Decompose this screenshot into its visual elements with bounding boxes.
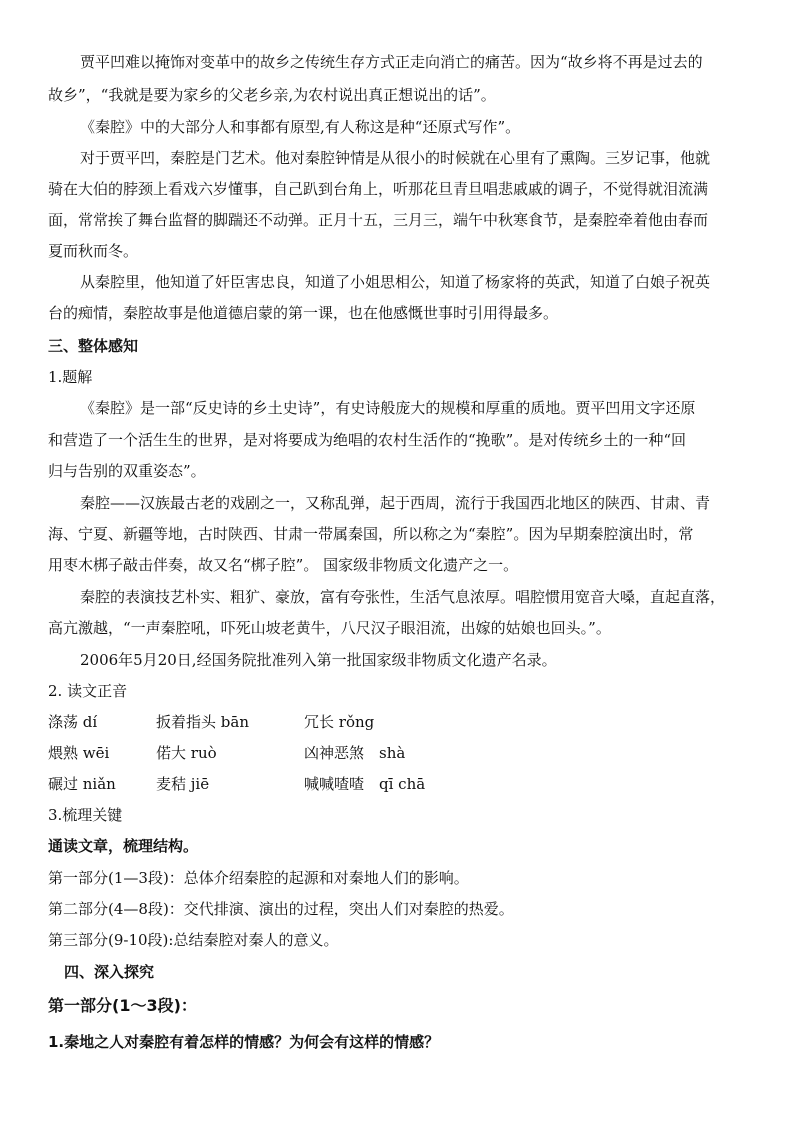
paragraph-line: 秦腔的表演技艺朴实、粗犷、豪放，富有夸张性，生活气息浓厚。唱腔惯用宽音大嗓，直起直落，: [80, 588, 726, 606]
paragraph-line: 2006年5月20日,经国务院批准列入第一批国家级非物质文化遗产名录。: [80, 651, 557, 669]
paragraph-line: 高亢激越，“一声秦腔吼，吓死山坡老黄牛，八尺汉子眼泪流，出嫁的姑娘也回头。”。: [48, 619, 611, 637]
paragraph-line: 故乡”，“我就是要为家乡的父老乡亲,为农村说出真正想说出的话”。: [48, 86, 496, 104]
paragraph-line: 贾平凹难以掩饰对变革中的故乡之传统生存方式正走向消亡的痛苦。因为“故乡将不再是过去的: [80, 53, 703, 71]
section-heading: 三、整体感知: [48, 337, 139, 355]
paragraph-line: 《秦腔》是一部“反史诗的乡土史诗”，有史诗般庞大的规模和厚重的质地。贾平凹用文字还原: [80, 399, 696, 417]
paragraph-line: 面，常常挨了舞台监督的脚踹还不动弹。正月十五，三月三，端午中秋寒食节，是秦腔牵着他由春而: [48, 211, 709, 229]
pinyin-entry: 喊喊喳喳 qī chā: [304, 775, 426, 793]
paragraph-line: 台的痴情，秦腔故事是他道德启蒙的第一课，也在他感慨世事时引用得最多。: [48, 304, 559, 322]
paragraph-line: 骑在大伯的脖颈上看戏六岁懂事，自己趴到台角上，听那花旦青旦唱悲戚戚的调子，不觉得就泪流满: [48, 180, 709, 198]
paragraph-line: 从秦腔里，他知道了奸臣害忠良，知道了小姐思相公，知道了杨家将的英武，知道了白娘子祝英: [80, 273, 711, 291]
subsection-title: 2. 读文正音: [48, 682, 128, 700]
bold-instruction: 通读文章，梳理结构。: [48, 837, 199, 855]
pinyin-entry: 凶神恶煞 shà: [304, 744, 406, 762]
paragraph-line: 夏而秋而冬。: [48, 242, 139, 260]
paragraph-line: 《秦腔》中的大部分人和事都有原型,有人称这是种“还原式写作”。: [80, 118, 521, 136]
pinyin-entry: 偌大 ruò: [156, 744, 217, 762]
paragraph-line: 归与告别的双重姿态”。: [48, 462, 206, 480]
pinyin-entry: 涤荡 dí: [48, 713, 98, 731]
part-heading: 第一部分(1～3段)：: [48, 996, 197, 1015]
paragraph-line: 对于贾平凹，秦腔是门艺术。他对秦腔钟情是从很小的时候就在心里有了熏陶。三岁记事，他就: [80, 149, 711, 167]
section-heading: 四、深入探究: [64, 963, 155, 981]
pinyin-entry: 碾过 niǎn: [48, 775, 116, 793]
pinyin-entry: 麦秸 jiē: [156, 775, 210, 793]
subsection-title: 1.题解: [48, 368, 93, 386]
paragraph-line: 秦腔——汉族最古老的戏剧之一，又称乱弹，起于西周，流行于我国西北地区的陕西、甘肃、青: [80, 494, 711, 512]
pinyin-entry: 煨熟 wēi: [48, 744, 110, 762]
paragraph-line: 和营造了一个活生生的世界，是对将要成为绝唱的农村生活作的“挽歌”。是对传统乡土的一种“回: [48, 431, 687, 449]
structure-part: 第一部分(1—3段)：总体介绍秦腔的起源和对秦地人们的影响。: [48, 869, 469, 887]
subsection-title: 3.梳理关键: [48, 806, 123, 824]
paragraph-line: 用枣木梆子敲击伴奏，故又名“梆子腔”。 国家级非物质文化遗产之一。: [48, 556, 519, 574]
structure-part: 第三部分(9-10段):总结秦腔对秦人的意义。: [48, 931, 339, 949]
structure-part: 第二部分(4—8段)：交代排演、演出的过程，突出人们对秦腔的热爱。: [48, 900, 514, 918]
pinyin-entry: 冗长 rǒng: [304, 713, 375, 731]
paragraph-line: 海、宁夏、新疆等地，古时陕西、甘肃一带属秦国，所以称之为“秦腔”。因为早期秦腔演出时，常: [48, 525, 694, 543]
question: 1.秦地之人对秦腔有着怎样的情感？为何会有这样的情感？: [48, 1033, 440, 1051]
pinyin-entry: 扳着指头 bān: [156, 713, 249, 731]
